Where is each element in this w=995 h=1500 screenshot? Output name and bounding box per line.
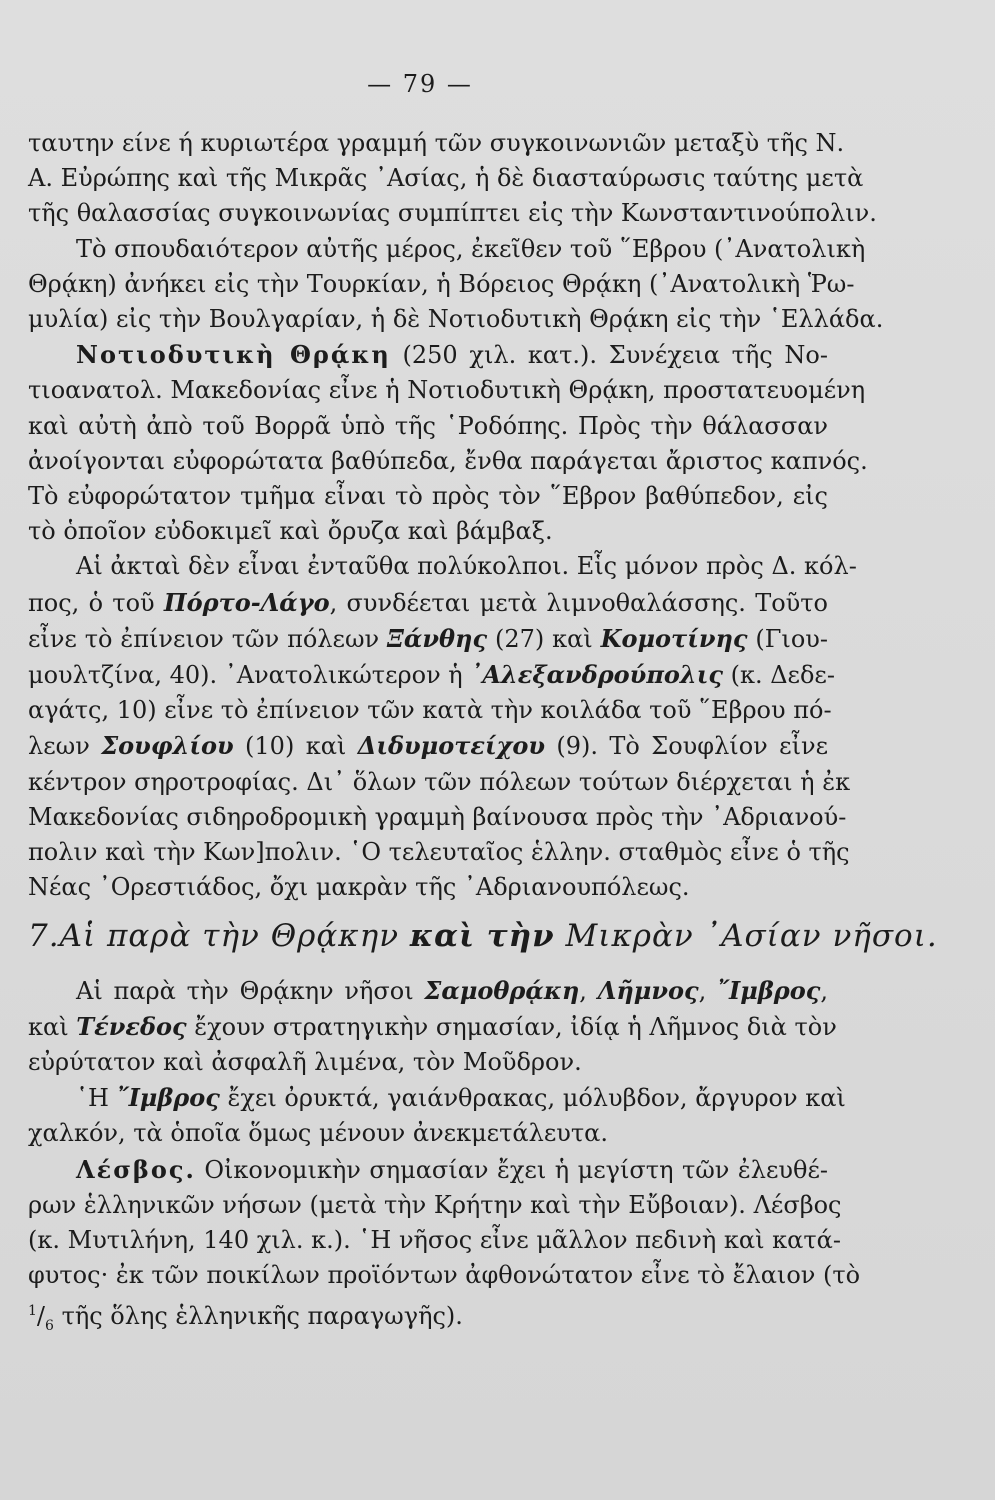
text-line: Νοτιοδυτικὴ Θρᾴκη (250 χιλ. κατ.). Συνέχεια τῆς Νο- bbox=[76, 340, 828, 370]
text-line: εἶνε τὸ ἐπίνειον τῶν πόλεων Ξάνθης (27) καὶ Κομοτίνης (Γιου- bbox=[28, 623, 828, 653]
body-text bbox=[28, 126, 938, 1344]
text-line: καὶ Τένεδος ἔχουν στρατηγικὴν σημασίαν, ἰδίᾳ ἡ Λῆμνος διὰ τὸν bbox=[28, 1011, 837, 1041]
text-line: ταυτην είνε ή κυριωτέρα γραμμή τῶν συγκοινωνιῶν μεταξὺ τῆς Ν. bbox=[28, 129, 845, 157]
text-line: ρων ἑλληνικῶν νήσων (μετὰ τὴν Κρήτην καὶ τὴν Εὔβοιαν). Λέσβος bbox=[28, 1190, 842, 1219]
text-line: Τὸ σπουδαιότερον αὐτῆς μέρος, ἐκεῖθεν τοῦ ῞Εβρου (᾿Ανατολικὴ bbox=[76, 234, 866, 263]
place-name: Πόρτο-Λάγο bbox=[163, 587, 330, 617]
text-line: κέντρον σηροτροφίας. Δι᾿ ὅλων τῶν πόλεων τούτων διέρχεται ἡ ἐκ bbox=[28, 767, 851, 796]
text-line: Τὸ εὐφορώτατον τμῆμα εἶναι τὸ πρὸς τὸν ῞Εβρον βαθύπεδον, εἰς bbox=[28, 482, 828, 511]
page-number: — 79 — bbox=[367, 70, 473, 98]
subsection-heading: Νοτιοδυτικὴ Θρᾴκη bbox=[76, 340, 391, 370]
text-line: ῾Η ῎Ιμβρος ἔχει ὀρυκτά, γαιάνθρακας, μόλυβδον, ἄργυρον καὶ bbox=[76, 1083, 846, 1113]
text-line: τιοανατολ. Μακεδονίας εἶνε ἡ Νοτιοδυτικὴ Θρᾴκη, προστατευομένη bbox=[28, 376, 866, 405]
text-line: Αἱ ἀκταὶ δὲν εἶναι ἐνταῦθα πολύκολποι. Εἷς μόνον πρὸς Δ. κόλ- bbox=[76, 552, 857, 581]
text-line: ἀνοίγονται εὐφορώτατα βαθύπεδα, ἔνθα παράγεται ἄριστος καπνός. bbox=[28, 446, 868, 475]
text-line: πολιν καὶ τὴν Κων]πολιν. ῾Ο τελευταῖος ἑλλην. σταθμὸς εἶνε ὁ τῆς bbox=[28, 838, 850, 867]
text-line: φυτος· ἐκ τῶν ποικίλων προϊόντων ἀφθονώτατον εἶνε τὸ ἔλαιον (τὸ bbox=[28, 1261, 861, 1290]
island-name: Σαμοθρᾴκη bbox=[424, 975, 580, 1005]
text-line: καὶ αὐτὴ ἀπὸ τοῦ Βορρᾶ ὑπὸ τῆς ῾Ροδόπης. Πρὸς τὴν θάλασσαν bbox=[28, 411, 828, 440]
section-title: 7.Αἱ παρὰ τὴν Θρᾴκην καὶ τὴν Μικρὰν ᾿Ασίαν νῆσοι. bbox=[28, 918, 938, 955]
text-line: (κ. Μυτιλήνη, 140 χιλ. κ.). ῾Η νῆσος εἶνε μᾶλλον πεδινὴ καὶ κατά- bbox=[28, 1226, 841, 1255]
island-name: ῎Ιμβρος bbox=[116, 1083, 220, 1113]
text-line: αγάτς, 10) εἶνε τὸ ἐπίνειον τῶν κατὰ τὴν κοιλάδα τοῦ ῞Εβρου πό- bbox=[28, 696, 832, 725]
island-name: Λῆμνος bbox=[597, 975, 699, 1005]
text-line: Νέας ᾿Ορεστιάδος, ὄχι μακρὰν τῆς ᾿Αδριανουπόλεως. bbox=[28, 873, 690, 902]
text-line: εὐρύτατον καὶ ἀσφαλῆ λιμένα, τὸν Μοῦδρον. bbox=[28, 1048, 582, 1077]
subsection-heading: Λέσβος. bbox=[76, 1154, 196, 1184]
island-name: ῎Ιμβρος bbox=[717, 975, 821, 1005]
text-line: Λέσβος. Οἰκονομικὴν σημασίαν ἔχει ἡ μεγίστη τῶν ἐλευθέ- bbox=[76, 1154, 828, 1184]
place-name: Διδυμοτείχου bbox=[357, 731, 545, 761]
text-line: χαλκόν, τὰ ὁποῖα ὅμως μένουν ἀνεκμετάλευτα. bbox=[28, 1119, 608, 1148]
place-name: Σουφλίου bbox=[101, 731, 234, 761]
text-line: μουλτζίνα, 40). ᾿Ανατολικώτερον ἡ ᾿Αλεξανδρούπολις (κ. Δεδε- bbox=[28, 660, 835, 690]
text-line: τὸ ὁποῖον εὐδοκιμεῖ καὶ ὄρυζα καὶ βάμβαξ. bbox=[28, 517, 553, 546]
place-name: ᾿Αλεξανδρούπολις bbox=[470, 660, 723, 690]
text-line: πος, ὁ τοῦ Πόρτο-Λάγο, συνδέεται μετὰ λιμνοθαλάσσης. Τοῦτο bbox=[28, 587, 828, 617]
place-name: Ξάνθης bbox=[387, 623, 488, 653]
island-name: Τένεδος bbox=[76, 1011, 187, 1041]
text-line: $^1/_6$ τῆς ὅλης ἑλληνικῆς παραγωγῆς). bbox=[28, 1301, 463, 1334]
fraction: $^1/_6$ bbox=[28, 1301, 54, 1334]
text-line: Θρᾴκη) ἀνήκει εἰς τὴν Τουρκίαν, ἡ Βόρειος Θρᾴκη (᾿Ανατολικὴ Ῥω- bbox=[28, 269, 855, 298]
text-line: Α. Εὐρώπης καὶ τῆς Μικρᾶς ᾿Ασίας, ἡ δὲ διασταύρωσις ταύτης μετὰ bbox=[28, 164, 864, 193]
text-line: Αἱ παρὰ τὴν Θρᾴκην νῆσοι Σαμοθρᾴκη, Λῆμνος, ῎Ιμβρος, bbox=[76, 975, 828, 1005]
text-line: μυλία) εἰς τὴν Βουλγαρίαν, ἡ δὲ Νοτιοδυτικὴ Θρᾴκη εἰς τὴν ῾Ελλάδα. bbox=[28, 305, 884, 334]
text-line: λεων Σουφλίου (10) καὶ Διδυμοτείχου (9). Τὸ Σουφλίον εἶνε bbox=[28, 731, 828, 761]
text-line: Μακεδονίας σιδηροδρομικὴ γραμμὴ βαίνουσα πρὸς τὴν ᾿Αδριανού- bbox=[28, 802, 847, 831]
text-line: τῆς θαλασσίας συγκοινωνίας συμπίπτει εἰς τὴν Κωνσταντινούπολιν. bbox=[28, 199, 877, 228]
place-name: Κομοτίνης bbox=[600, 623, 748, 653]
